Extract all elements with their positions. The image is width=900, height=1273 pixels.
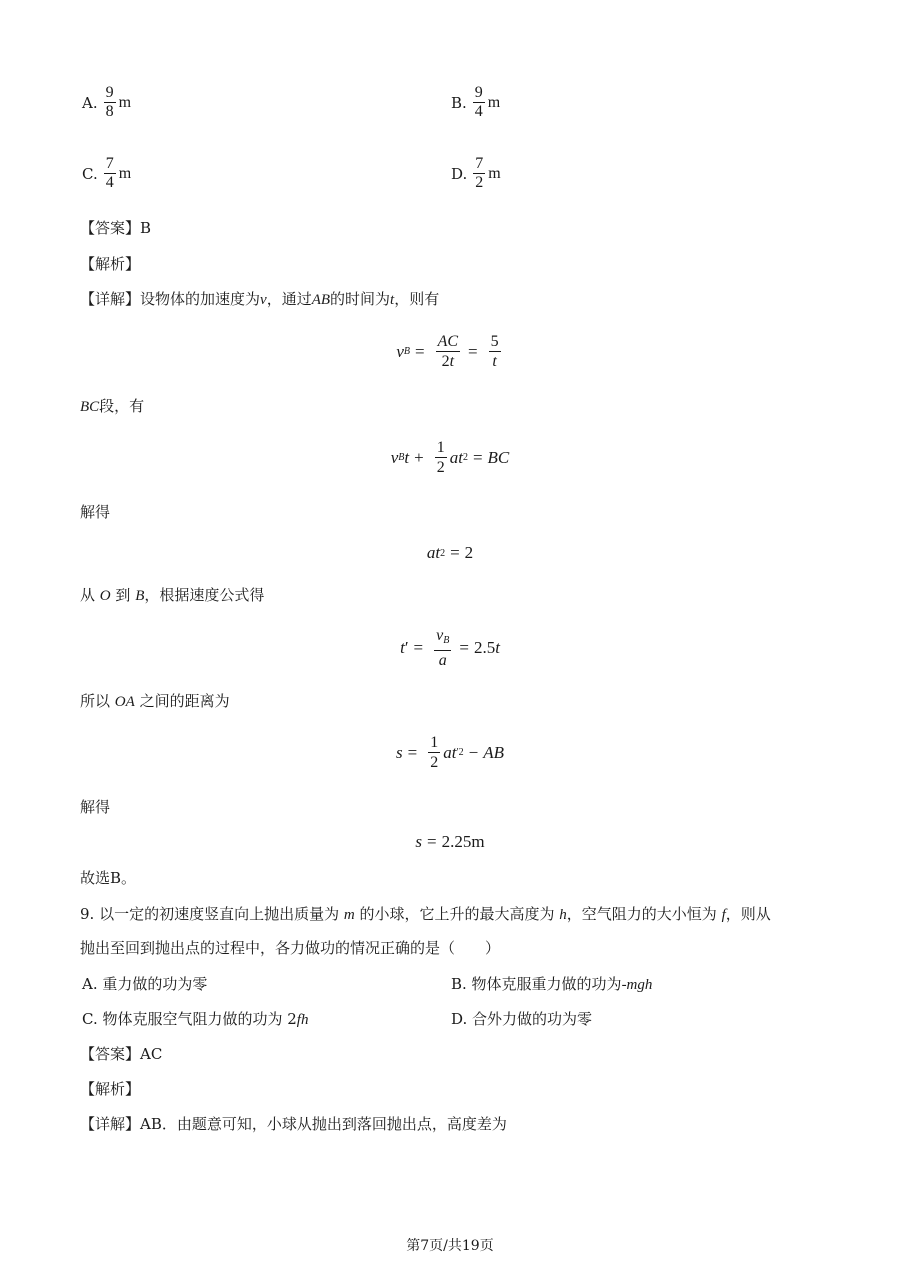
solve-line-1: 解得 — [80, 503, 111, 521]
q9-analysis-line: 【解析】 — [80, 1080, 141, 1098]
equation-vb: v B = $\frac{AC}{2t}$ = $\frac{5}{t}$ — [396, 333, 499, 370]
option-a — [82, 84, 131, 121]
q9-option-c: C. 物体克服空气阻力做的功为 2fh — [82, 1010, 309, 1028]
bc-line: BC段，有 — [80, 397, 145, 415]
option-c — [82, 155, 131, 192]
q9-option-b: B. 物体克服重力做的功为-mgh — [451, 975, 653, 993]
equation-tprime: t ′ = $\frac{v_B}{a}$ = 2.5 t — [400, 627, 500, 669]
q9-stem-line-1: 9. 以一定的初速度竖直向上抛出质量为 m 的小球，它上升的最大高度为 h，空气阻力的大小恒为 f，则从 — [80, 905, 771, 923]
solve-line-2: 解得 — [80, 798, 111, 816]
page-footer: 第7页/共19页 — [406, 1238, 494, 1254]
equation-at2: at 2 = 2 — [426, 543, 474, 562]
option-unit: m — [488, 164, 501, 182]
option-letter: A. — [82, 93, 98, 112]
q9-answer-line: 【答案】AC — [80, 1045, 163, 1063]
option-unit: m — [487, 93, 501, 111]
option-fraction: $\frac{9}{8}$ — [105, 84, 114, 120]
option-letter: C. — [82, 164, 98, 183]
q9-detail-line: 【详解】AB．由题意可知，小球从抛出到落回抛出点，高度差为 — [80, 1115, 507, 1133]
equation-s-value: s = 2.25m — [415, 832, 485, 851]
option-d — [451, 155, 501, 192]
option-unit: m — [118, 93, 132, 111]
from-o-line: 从 O 到 B，根据速度公式得 — [80, 586, 265, 604]
option-letter: B. — [451, 93, 467, 112]
q9-option-d: D. 合外力做的功为零 — [451, 1010, 593, 1028]
option-fraction: $\frac{7}{4}$ — [105, 155, 114, 191]
equation-s: s = $\frac{1}{2}$ at ′2 − AB — [395, 734, 504, 771]
detail-line: 【详解】设物体的加速度为v，通过AB的时间为t，则有 — [80, 290, 440, 308]
so-oa-line: 所以 OA 之间的距离为 — [80, 692, 230, 710]
option-unit: m — [118, 164, 132, 182]
answer-line: 【答案】B — [80, 219, 152, 237]
q9-stem-line-2: 抛出至回到抛出点的过程中，各力做功的情况正确的是（ ） — [80, 939, 501, 957]
q9-option-a: A. 重力做的功为零 — [82, 975, 208, 993]
option-fraction: $\frac{9}{4}$ — [474, 84, 483, 120]
conclusion-line: 故选B。 — [80, 869, 137, 887]
option-fraction: $\frac{7}{2}$ — [475, 155, 484, 191]
option-letter: D. — [451, 164, 468, 183]
option-b — [451, 84, 500, 121]
analysis-line: 【解析】 — [80, 255, 141, 273]
equation-bc: v B t + $\frac{1}{2}$ at 2 = BC — [390, 439, 510, 476]
